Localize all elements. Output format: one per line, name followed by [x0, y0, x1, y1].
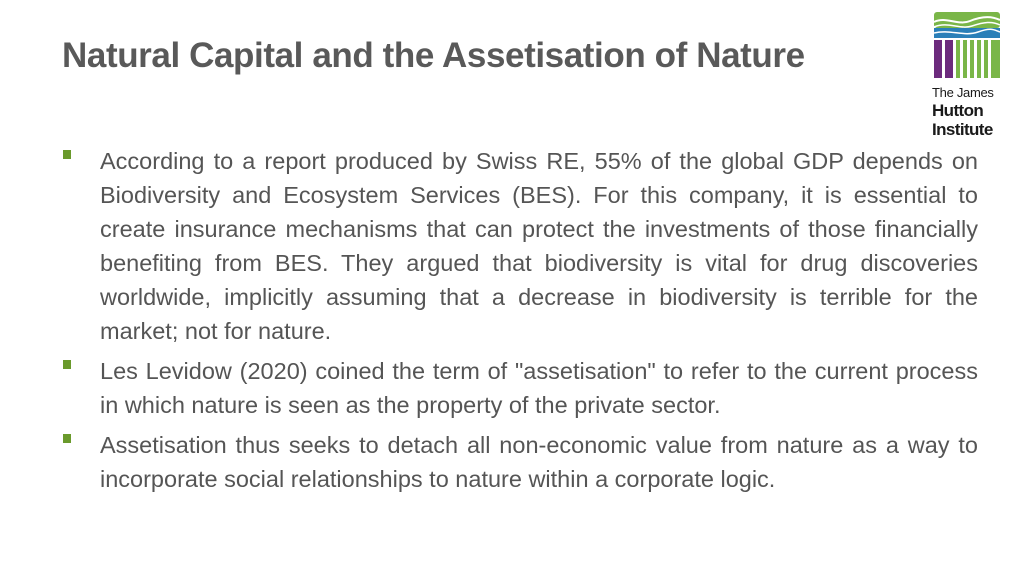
james-hutton-institute-logo [930, 12, 1004, 152]
logo-line-institute: Institute [932, 120, 993, 139]
bullet-text: Les Levidow (2020) coined the term of "assetisation" to refer to the current process in which nature is seen as the property of the private sector. [100, 358, 978, 418]
logo-graphic-icon [934, 12, 1000, 78]
slide-title: Natural Capital and the Assetisation of Nature [62, 36, 805, 75]
logo-line-the-james: The James [932, 85, 994, 100]
logo-text [932, 86, 1004, 140]
bullet-text: Assetisation thus seeks to detach all non-economic value from nature as a way to incorporate social relationships to nature within a corporate logic. [100, 432, 978, 492]
bullet-item [62, 354, 978, 422]
bullet-item [62, 144, 978, 348]
square-bullet-icon [63, 434, 71, 443]
bullet-text: According to a report produced by Swiss RE, 55% of the global GDP depends on Biodiversity and Ecosystem Services (BES). For this company, it is essential to create insurance mechanisms that can protect the investments of those financially benefiting from BES. They argued that biodiversity is vital for drug discoveries worldwide, implicitly assuming that a decrease in biodiversity is terrible for the market; not for nature. [100, 148, 978, 344]
bullet-item [62, 428, 978, 496]
square-bullet-icon [63, 360, 71, 369]
square-bullet-icon [63, 150, 71, 159]
logo-line-hutton: Hutton [932, 101, 984, 120]
bullet-list [62, 144, 978, 502]
